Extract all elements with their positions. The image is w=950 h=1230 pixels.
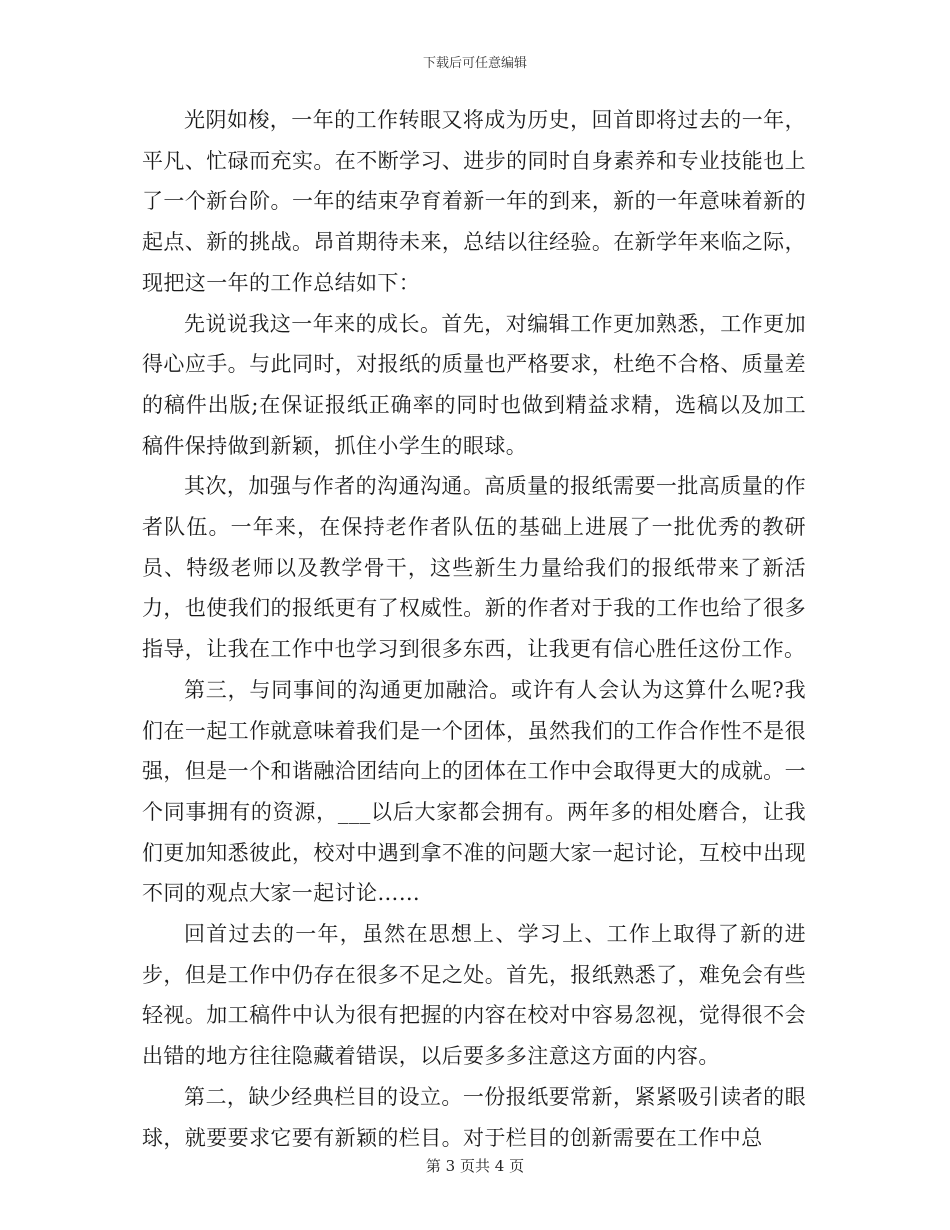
document-body bbox=[142, 100, 806, 1158]
paragraph-colleagues: 第三，与同事间的沟通更加融洽。或许有人会认为这算什么呢?我们在一起工作就意味着我们是一个团体，虽然我们的工作合作性不是很强，但是一个和谐融洽团结向上的团体在工作中会取得更大的成就。一个同事拥有的资源，___以后大家都会拥有。两年多的相处磨合，让我们更加知悉彼此，校对中遇到拿不准的问题大家一起讨论，互校中出现不同的观点大家一起讨论…… bbox=[142, 677, 806, 906]
paragraph-authors: 其次，加强与作者的沟通沟通。高质量的报纸需要一批高质量的作者队伍。一年来，在保持老作者队伍的基础上进展了一批优秀的教研员、特级老师以及教学骨干，这些新生力量给我们的报纸带来了新活力，也使我们的报纸更有了权威性。新的作者对于我的工作也给了很多指导，让我在工作中也学习到很多东西，让我更有信心胜任这份工作。 bbox=[142, 474, 806, 662]
page-header: 下载后可任意编辑 bbox=[422, 56, 527, 71]
paragraph-columns: 第二，缺少经典栏目的设立。一份报纸要常新，紧紧吸引读者的眼球，就要要求它要有新颖的栏目。对于栏目的创新需要在工作中总 bbox=[142, 1084, 806, 1150]
paragraph-shortcomings: 回首过去的一年，虽然在思想上、学习上、工作上取得了新的进步，但是工作中仍存在很多不足之处。首先，报纸熟悉了，难免会有些轻视。加工稿件中认为很有把握的内容在校对中容易忽视，觉得很不会出错的地方往往隐藏着错误，以后要多多注意这方面的内容。 bbox=[142, 922, 806, 1069]
paragraph-growth: 先说说我这一年来的成长。首先，对编辑工作更加熟悉，工作更加得心应手。与此同时，对报纸的质量也严格要求，杜绝不合格、质量差的稿件出版;在保证报纸正确率的同时也做到精益求精，选稿以及加工稿件保持做到新颖，抓住小学生的眼球。 bbox=[142, 311, 806, 458]
paragraph-intro: 光阴如梭，一年的工作转眼又将成为历史，回首即将过去的一年，平凡、忙碌而充实。在不断学习、进步的同时自身素养和专业技能也上了一个新台阶。一年的结束孕育着新一年的到来，新的一年意味着新的起点、新的挑战。昂首期待未来，总结以往经验。在新学年来临之际，现把这一年的工作总结如下： bbox=[142, 108, 806, 295]
page-footer: 第 3 页共 4 页 bbox=[425, 1157, 525, 1175]
